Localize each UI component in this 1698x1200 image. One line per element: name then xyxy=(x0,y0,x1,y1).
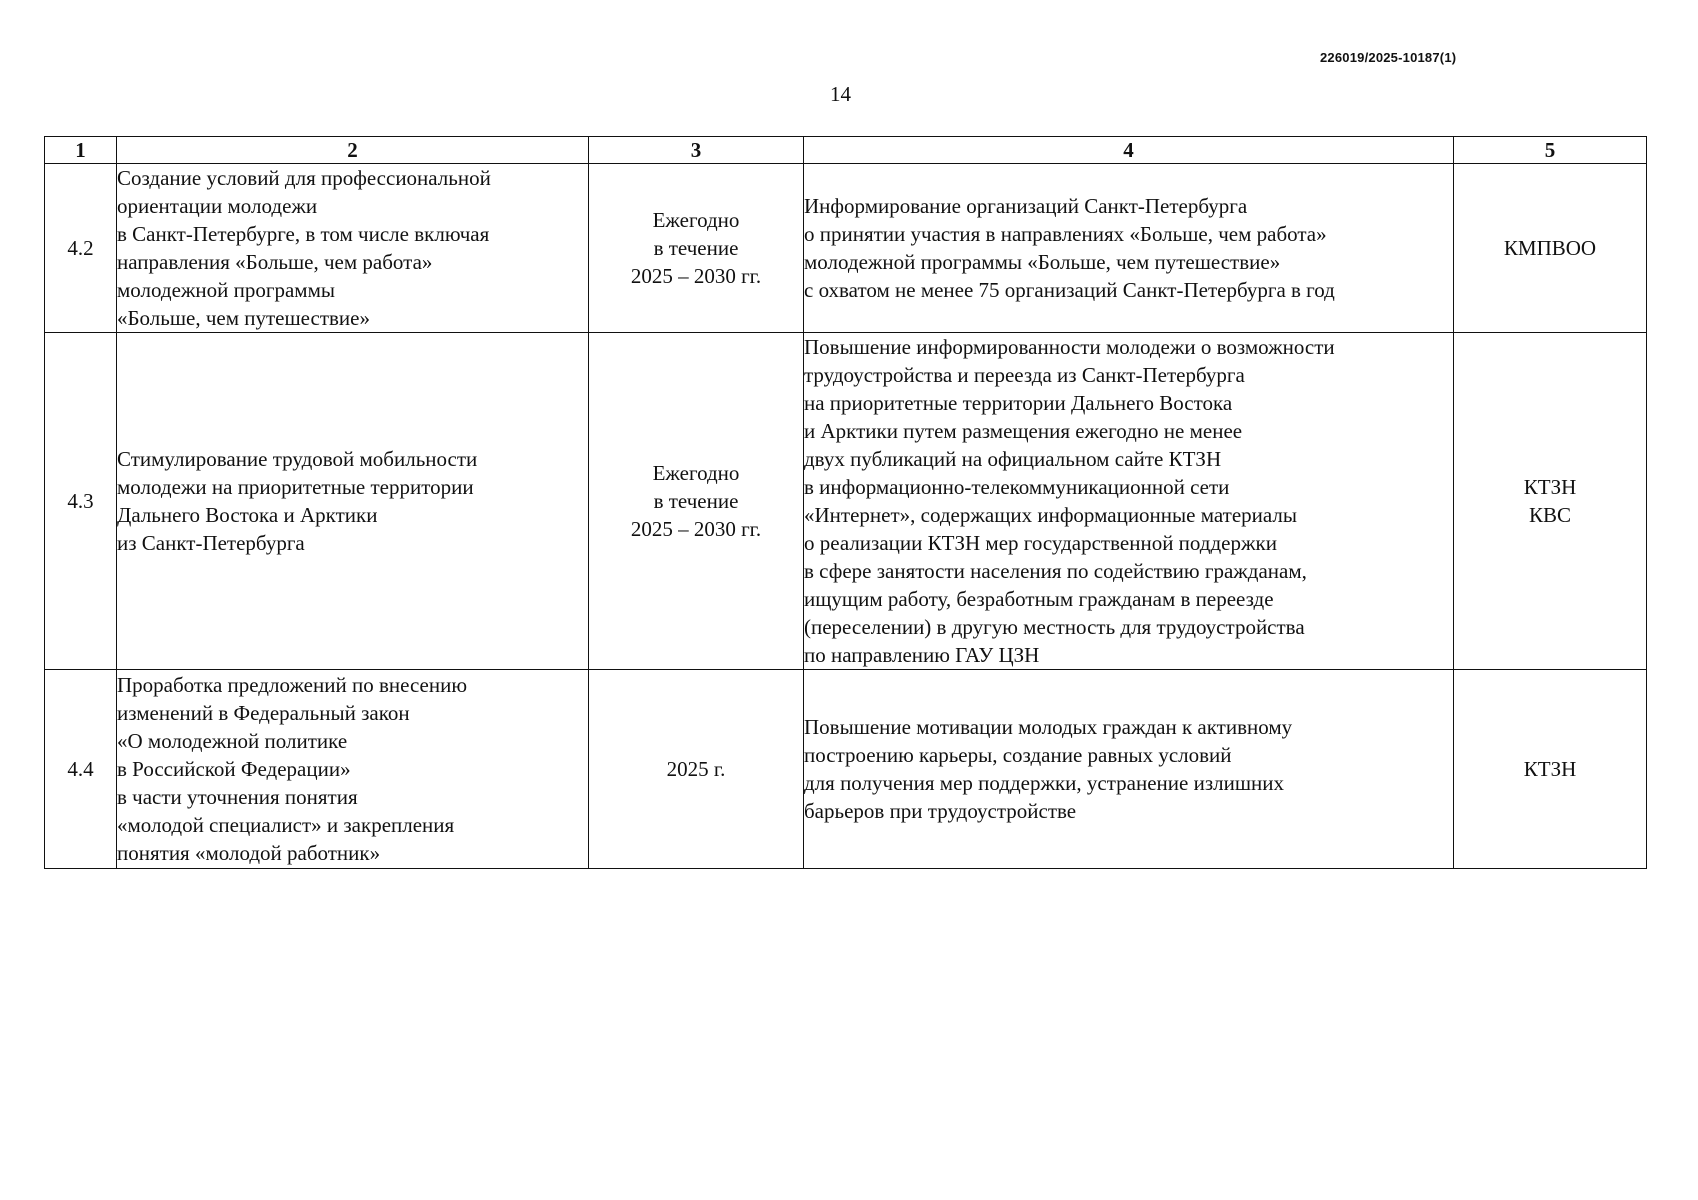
text-line: для получения мер поддержки, устранение излишних xyxy=(804,771,1284,795)
text-line: и Арктики путем размещения ежегодно не менее xyxy=(804,419,1243,443)
text-line: из Санкт-Петербурга xyxy=(117,531,305,555)
text-line: «Больше, чем путешествие» xyxy=(117,306,370,330)
text-line: КВС xyxy=(1528,503,1572,527)
term-cell xyxy=(589,333,804,670)
text-line: КМПВОО xyxy=(1503,236,1597,260)
responsible-cell xyxy=(1454,164,1647,333)
text-line: Проработка предложений по внесению xyxy=(117,673,468,697)
table-row xyxy=(45,670,1647,869)
text-line: «О молодежной политике xyxy=(117,729,348,753)
table-header-row xyxy=(45,137,1647,164)
table-row xyxy=(45,164,1647,333)
text-line: 2025 – 2030 гг. xyxy=(630,517,762,541)
text-line: в информационно-телекоммуникационной сети xyxy=(804,475,1230,499)
text-line: направления «Больше, чем работа» xyxy=(117,250,433,274)
page-number: 14 xyxy=(830,82,851,106)
column-header: 4 xyxy=(804,137,1454,164)
text-line: изменений в Федеральный закон xyxy=(117,701,410,725)
column-header: 1 xyxy=(45,137,117,164)
result-cell xyxy=(804,333,1454,670)
text-line: КТЗН xyxy=(1523,475,1577,499)
text-line: ориентации молодежи xyxy=(117,194,318,218)
text-line: Повышение информированности молодежи о возможности xyxy=(804,335,1335,359)
text-line: с охватом не менее 75 организаций Санкт-Петербурга в год xyxy=(804,278,1335,302)
text-line: «молодой специалист» и закрепления xyxy=(117,813,455,837)
text-line: Ежегодно xyxy=(652,208,740,232)
text-line: понятия «молодой работник» xyxy=(117,841,381,865)
text-line: барьеров при трудоустройстве xyxy=(804,799,1077,823)
responsible-cell xyxy=(1454,333,1647,670)
text-line: в течение xyxy=(653,489,739,513)
text-line: «Интернет», содержащих информационные материалы xyxy=(804,503,1297,527)
column-header: 3 xyxy=(589,137,804,164)
text-line: Информирование организаций Санкт-Петербурга xyxy=(804,194,1248,218)
column-header: 5 xyxy=(1454,137,1647,164)
table-row xyxy=(45,333,1647,670)
text-line: Повышение мотивации молодых граждан к активному xyxy=(804,715,1293,739)
text-line: молодежи на приоритетные территории xyxy=(117,475,474,499)
text-line: о реализации КТЗН мер государственной поддержки xyxy=(804,531,1277,555)
text-line: построению карьеры, создание равных условий xyxy=(804,743,1232,767)
document-registration-number: 226019/2025-10187(1) xyxy=(1320,50,1457,65)
term-cell xyxy=(589,164,804,333)
text-line: Ежегодно xyxy=(652,461,740,485)
column-header: 2 xyxy=(117,137,589,164)
text-line: двух публикаций на официальном сайте КТЗН xyxy=(804,447,1222,471)
result-cell xyxy=(804,670,1454,869)
text-line: Дальнего Востока и Арктики xyxy=(117,503,378,527)
text-line: 2025 г. xyxy=(666,757,726,781)
row-number: 4.4 xyxy=(45,670,117,869)
text-line: по направлению ГАУ ЦЗН xyxy=(804,643,1040,667)
text-line: в Санкт-Петербурге, в том числе включая xyxy=(117,222,490,246)
measure-cell xyxy=(117,670,589,869)
text-line: 2025 – 2030 гг. xyxy=(630,264,762,288)
result-cell xyxy=(804,164,1454,333)
text-line: в Российской Федерации» xyxy=(117,757,351,781)
text-line: КТЗН xyxy=(1523,757,1577,781)
term-cell xyxy=(589,670,804,869)
text-line: в течение xyxy=(653,236,739,260)
text-line: трудоустройства и переезда из Санкт-Петербурга xyxy=(804,363,1245,387)
measure-cell xyxy=(117,164,589,333)
responsible-cell xyxy=(1454,670,1647,869)
text-line: молодежной программы «Больше, чем путешествие» xyxy=(804,250,1281,274)
text-line: (переселении) в другую местность для трудоустройства xyxy=(804,615,1305,639)
text-line: в части уточнения понятия xyxy=(117,785,358,809)
text-line: на приоритетные территории Дальнего Востока xyxy=(804,391,1233,415)
measure-cell xyxy=(117,333,589,670)
text-line: в сфере занятости населения по содействию гражданам, xyxy=(804,559,1307,583)
row-number: 4.2 xyxy=(45,164,117,333)
text-line: о принятии участия в направлениях «Больше, чем работа» xyxy=(804,222,1327,246)
text-line: Стимулирование трудовой мобильности xyxy=(117,447,478,471)
text-line: молодежной программы xyxy=(117,278,335,302)
text-line: ищущим работу, безработным гражданам в переезде xyxy=(804,587,1274,611)
text-line: Создание условий для профессиональной xyxy=(117,166,491,190)
row-number: 4.3 xyxy=(45,333,117,670)
measures-table xyxy=(44,136,1647,869)
